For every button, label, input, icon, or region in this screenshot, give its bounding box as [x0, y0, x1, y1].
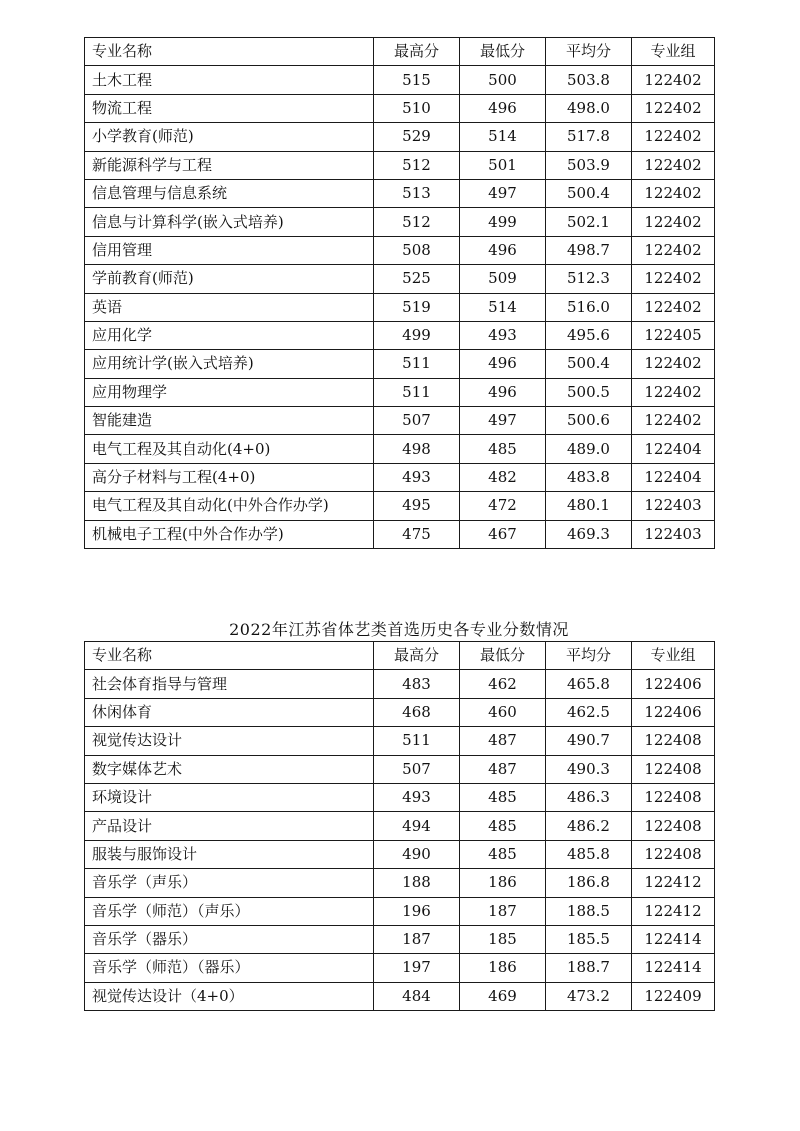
cell-major-group: 122406 — [632, 670, 715, 698]
cell-max-score: 494 — [374, 812, 460, 840]
cell-min-score: 514 — [460, 123, 546, 151]
cell-avg-score: 185.5 — [546, 925, 632, 953]
cell-major-name: 社会体育指导与管理 — [85, 670, 374, 698]
cell-major-name: 信息与计算科学(嵌入式培养) — [85, 208, 374, 236]
cell-avg-score: 465.8 — [546, 670, 632, 698]
cell-min-score: 500 — [460, 66, 546, 94]
cell-avg-score: 500.4 — [546, 350, 632, 378]
cell-max-score: 484 — [374, 982, 460, 1010]
table-row — [85, 727, 715, 755]
cell-max-score: 490 — [374, 840, 460, 868]
cell-major-group: 122408 — [632, 755, 715, 783]
cell-major-name: 视觉传达设计（4+0） — [85, 982, 374, 1010]
cell-avg-score: 483.8 — [546, 463, 632, 491]
cell-avg-score: 486.2 — [546, 812, 632, 840]
cell-major-name: 产品设计 — [85, 812, 374, 840]
cell-major-group: 122406 — [632, 698, 715, 726]
cell-major-name: 高分子材料与工程(4+0) — [85, 463, 374, 491]
cell-major-group: 122412 — [632, 869, 715, 897]
cell-major-group: 122402 — [632, 265, 715, 293]
table-row — [85, 982, 715, 1010]
cell-avg-score: 485.8 — [546, 840, 632, 868]
cell-min-score: 497 — [460, 407, 546, 435]
cell-major-group: 122414 — [632, 925, 715, 953]
cell-max-score: 507 — [374, 755, 460, 783]
cell-major-group: 122402 — [632, 94, 715, 122]
cell-avg-score: 186.8 — [546, 869, 632, 897]
cell-max-score: 507 — [374, 407, 460, 435]
cell-major-name: 视觉传达设计 — [85, 727, 374, 755]
table-row — [85, 698, 715, 726]
cell-avg-score: 489.0 — [546, 435, 632, 463]
cell-major-group: 122402 — [632, 208, 715, 236]
cell-avg-score: 188.7 — [546, 954, 632, 982]
table-row — [85, 208, 715, 236]
cell-max-score: 196 — [374, 897, 460, 925]
table-row — [85, 151, 715, 179]
cell-major-name: 电气工程及其自动化(中外合作办学) — [85, 492, 374, 520]
table-row — [85, 755, 715, 783]
cell-major-name: 休闲体育 — [85, 698, 374, 726]
cell-min-score: 467 — [460, 520, 546, 548]
header-major-name: 专业名称 — [85, 642, 374, 670]
score-table-1-body — [85, 38, 715, 549]
cell-avg-score: 500.4 — [546, 179, 632, 207]
cell-avg-score: 469.3 — [546, 520, 632, 548]
cell-major-name: 应用统计学(嵌入式培养) — [85, 350, 374, 378]
cell-major-name: 电气工程及其自动化(4+0) — [85, 435, 374, 463]
table-row — [85, 492, 715, 520]
table-row — [85, 812, 715, 840]
table-row — [85, 435, 715, 463]
header-major-group: 专业组 — [632, 38, 715, 66]
cell-min-score: 487 — [460, 755, 546, 783]
cell-min-score: 485 — [460, 840, 546, 868]
cell-min-score: 462 — [460, 670, 546, 698]
cell-min-score: 496 — [460, 378, 546, 406]
cell-avg-score: 503.8 — [546, 66, 632, 94]
cell-max-score: 495 — [374, 492, 460, 520]
score-table-2-body — [85, 642, 715, 1011]
cell-major-group: 122404 — [632, 435, 715, 463]
header-min-score: 最低分 — [460, 642, 546, 670]
cell-max-score: 510 — [374, 94, 460, 122]
cell-major-name: 英语 — [85, 293, 374, 321]
cell-max-score: 508 — [374, 236, 460, 264]
cell-max-score: 512 — [374, 151, 460, 179]
header-avg-score: 平均分 — [546, 642, 632, 670]
cell-max-score: 529 — [374, 123, 460, 151]
table-row — [85, 236, 715, 264]
table-row — [85, 407, 715, 435]
cell-major-group: 122405 — [632, 321, 715, 349]
cell-max-score: 468 — [374, 698, 460, 726]
cell-major-group: 122408 — [632, 812, 715, 840]
cell-avg-score: 516.0 — [546, 293, 632, 321]
cell-major-group: 122414 — [632, 954, 715, 982]
table-row — [85, 783, 715, 811]
cell-major-name: 新能源科学与工程 — [85, 151, 374, 179]
cell-avg-score: 486.3 — [546, 783, 632, 811]
cell-major-name: 应用化学 — [85, 321, 374, 349]
cell-min-score: 460 — [460, 698, 546, 726]
cell-max-score: 515 — [374, 66, 460, 94]
cell-max-score: 511 — [374, 378, 460, 406]
cell-min-score: 496 — [460, 94, 546, 122]
cell-major-name: 音乐学（师范）（器乐） — [85, 954, 374, 982]
table-row — [85, 925, 715, 953]
cell-max-score: 493 — [374, 783, 460, 811]
cell-avg-score: 188.5 — [546, 897, 632, 925]
cell-major-name: 音乐学（师范）（声乐） — [85, 897, 374, 925]
table-row — [85, 670, 715, 698]
table-row — [85, 321, 715, 349]
table-row — [85, 463, 715, 491]
cell-major-name: 环境设计 — [85, 783, 374, 811]
cell-major-name: 机械电子工程(中外合作办学) — [85, 520, 374, 548]
table-header-row — [85, 38, 715, 66]
cell-major-group: 122408 — [632, 727, 715, 755]
cell-min-score: 186 — [460, 954, 546, 982]
cell-major-group: 122409 — [632, 982, 715, 1010]
cell-min-score: 187 — [460, 897, 546, 925]
cell-avg-score: 498.7 — [546, 236, 632, 264]
cell-major-group: 122402 — [632, 123, 715, 151]
cell-avg-score: 512.3 — [546, 265, 632, 293]
cell-avg-score: 517.8 — [546, 123, 632, 151]
cell-min-score: 493 — [460, 321, 546, 349]
cell-min-score: 186 — [460, 869, 546, 897]
header-avg-score: 平均分 — [546, 38, 632, 66]
cell-min-score: 485 — [460, 812, 546, 840]
cell-min-score: 482 — [460, 463, 546, 491]
cell-min-score: 514 — [460, 293, 546, 321]
cell-max-score: 498 — [374, 435, 460, 463]
cell-major-name: 智能建造 — [85, 407, 374, 435]
cell-major-name: 小学教育(师范) — [85, 123, 374, 151]
header-min-score: 最低分 — [460, 38, 546, 66]
header-max-score: 最高分 — [374, 642, 460, 670]
cell-major-group: 122402 — [632, 179, 715, 207]
cell-max-score: 188 — [374, 869, 460, 897]
table-row — [85, 378, 715, 406]
section-title: 2022年江苏省体艺类首选历史各专业分数情况 — [229, 620, 569, 639]
cell-min-score: 499 — [460, 208, 546, 236]
score-table-1 — [84, 37, 715, 549]
cell-major-name: 数字媒体艺术 — [85, 755, 374, 783]
cell-max-score: 519 — [374, 293, 460, 321]
cell-min-score: 485 — [460, 435, 546, 463]
cell-avg-score: 498.0 — [546, 94, 632, 122]
cell-min-score: 185 — [460, 925, 546, 953]
cell-major-name: 信息管理与信息系统 — [85, 179, 374, 207]
cell-max-score: 499 — [374, 321, 460, 349]
cell-major-group: 122403 — [632, 492, 715, 520]
cell-avg-score: 480.1 — [546, 492, 632, 520]
cell-avg-score: 490.3 — [546, 755, 632, 783]
cell-major-group: 122408 — [632, 783, 715, 811]
cell-major-name: 服装与服饰设计 — [85, 840, 374, 868]
cell-avg-score: 462.5 — [546, 698, 632, 726]
table-row — [85, 840, 715, 868]
cell-major-group: 122402 — [632, 66, 715, 94]
table-row — [85, 520, 715, 548]
cell-major-group: 122412 — [632, 897, 715, 925]
cell-min-score: 472 — [460, 492, 546, 520]
cell-major-group: 122402 — [632, 378, 715, 406]
table-row — [85, 179, 715, 207]
cell-max-score: 511 — [374, 727, 460, 755]
cell-min-score: 501 — [460, 151, 546, 179]
cell-min-score: 496 — [460, 236, 546, 264]
cell-major-name: 物流工程 — [85, 94, 374, 122]
cell-min-score: 497 — [460, 179, 546, 207]
table-row — [85, 954, 715, 982]
table-row — [85, 293, 715, 321]
cell-major-group: 122402 — [632, 293, 715, 321]
cell-max-score: 511 — [374, 350, 460, 378]
table-row — [85, 897, 715, 925]
cell-max-score: 513 — [374, 179, 460, 207]
cell-major-name: 应用物理学 — [85, 378, 374, 406]
cell-major-group: 122402 — [632, 350, 715, 378]
cell-max-score: 512 — [374, 208, 460, 236]
cell-major-group: 122404 — [632, 463, 715, 491]
table-row — [85, 350, 715, 378]
cell-major-group: 122402 — [632, 407, 715, 435]
header-major-group: 专业组 — [632, 642, 715, 670]
cell-max-score: 483 — [374, 670, 460, 698]
table-header-row — [85, 642, 715, 670]
cell-max-score: 525 — [374, 265, 460, 293]
cell-avg-score: 503.9 — [546, 151, 632, 179]
score-table-2 — [84, 641, 715, 1011]
cell-avg-score: 495.6 — [546, 321, 632, 349]
cell-max-score: 475 — [374, 520, 460, 548]
cell-major-group: 122402 — [632, 151, 715, 179]
cell-max-score: 197 — [374, 954, 460, 982]
table-row — [85, 123, 715, 151]
cell-max-score: 493 — [374, 463, 460, 491]
cell-major-group: 122403 — [632, 520, 715, 548]
cell-avg-score: 490.7 — [546, 727, 632, 755]
table-row — [85, 66, 715, 94]
cell-min-score: 469 — [460, 982, 546, 1010]
cell-major-group: 122408 — [632, 840, 715, 868]
cell-major-name: 土木工程 — [85, 66, 374, 94]
cell-major-name: 音乐学（声乐） — [85, 869, 374, 897]
cell-min-score: 487 — [460, 727, 546, 755]
cell-min-score: 509 — [460, 265, 546, 293]
cell-min-score: 496 — [460, 350, 546, 378]
table-row — [85, 94, 715, 122]
table-row — [85, 869, 715, 897]
header-max-score: 最高分 — [374, 38, 460, 66]
cell-max-score: 187 — [374, 925, 460, 953]
cell-major-group: 122402 — [632, 236, 715, 264]
cell-avg-score: 502.1 — [546, 208, 632, 236]
cell-avg-score: 500.5 — [546, 378, 632, 406]
cell-avg-score: 500.6 — [546, 407, 632, 435]
cell-min-score: 485 — [460, 783, 546, 811]
cell-major-name: 音乐学（器乐） — [85, 925, 374, 953]
table-row — [85, 265, 715, 293]
cell-major-name: 信用管理 — [85, 236, 374, 264]
cell-avg-score: 473.2 — [546, 982, 632, 1010]
cell-major-name: 学前教育(师范) — [85, 265, 374, 293]
header-major-name: 专业名称 — [85, 38, 374, 66]
